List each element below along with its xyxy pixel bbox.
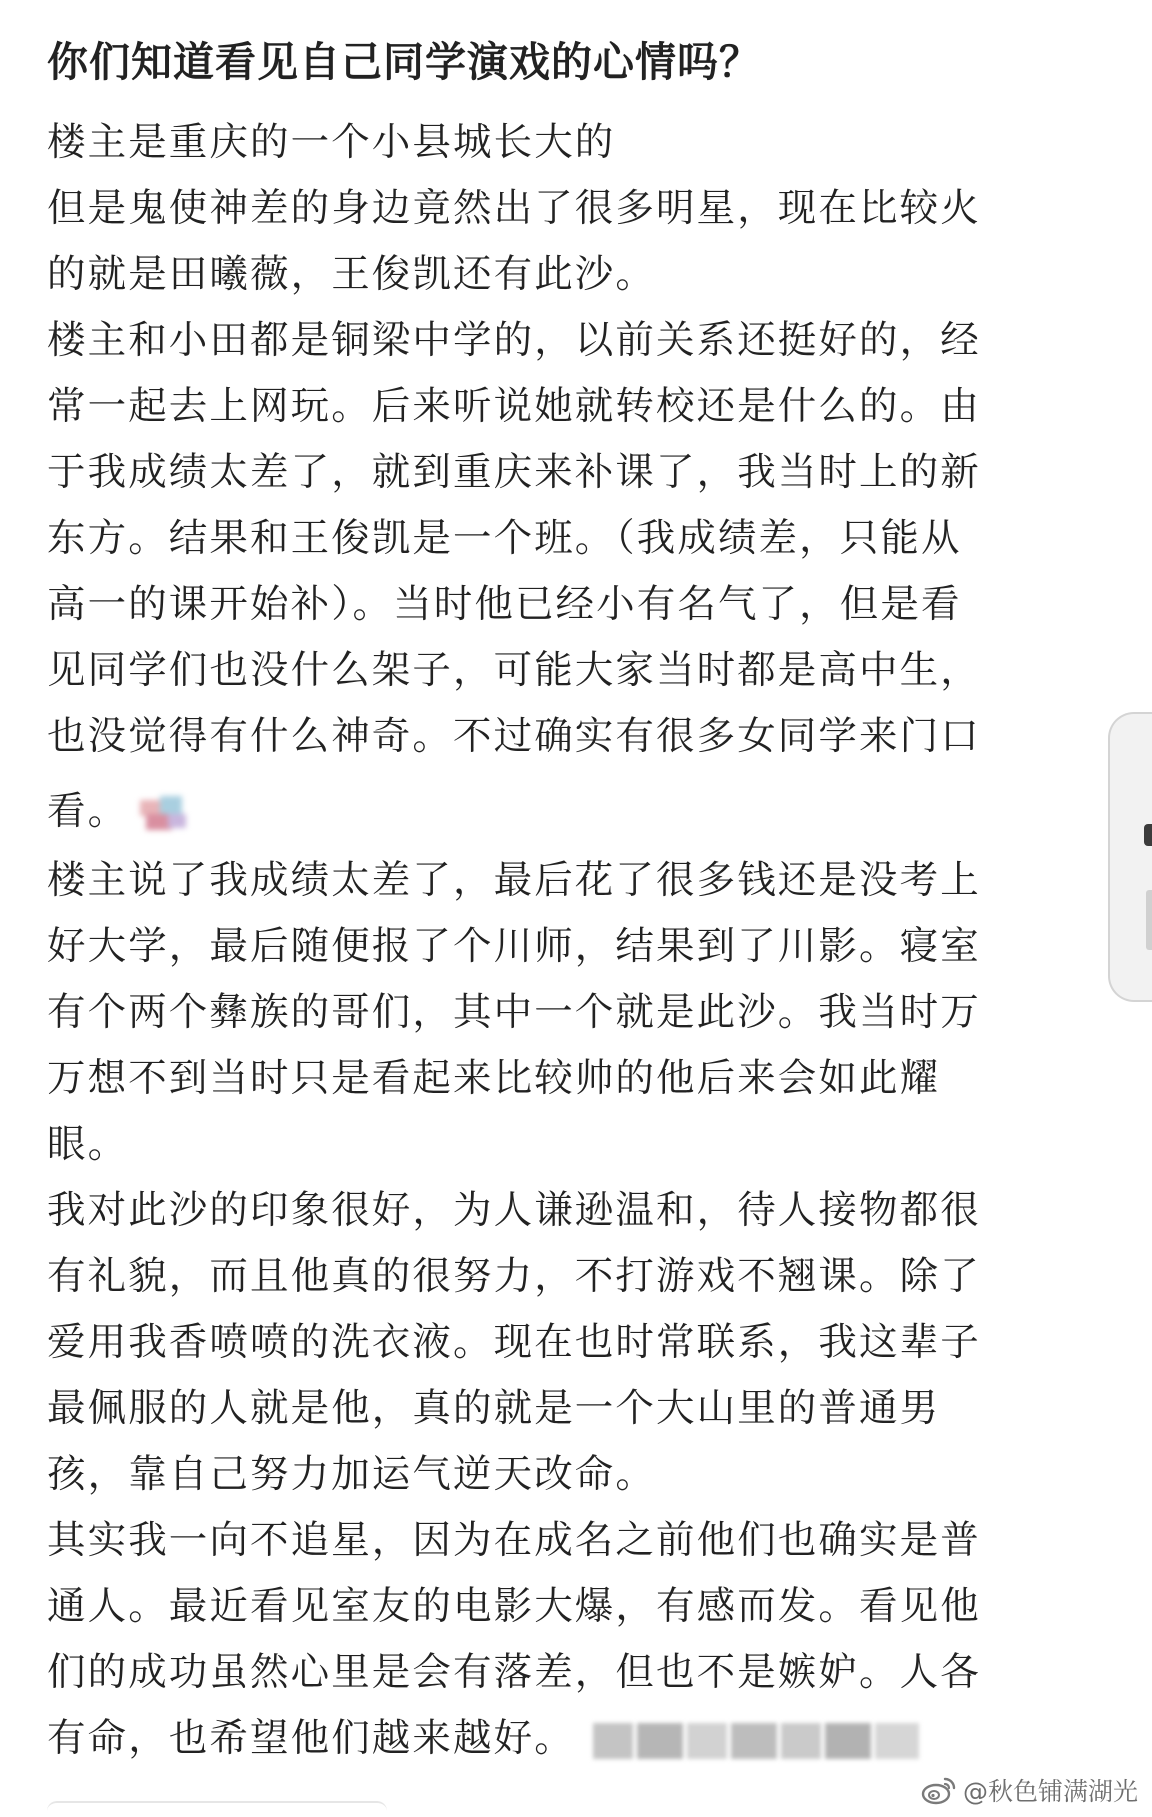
text-line: 们的成功虽然心里是会有落差，但也不是嫉妒。人各: [47, 1650, 981, 1695]
weibo-watermark: [921, 1770, 1138, 1810]
text-line: 其实我一向不追星，因为在成名之前他们也确实是普: [47, 1518, 981, 1563]
text-line: 楼主和小田都是铜梁中学的，以前关系还挺好的，经: [47, 318, 981, 363]
handle-grip: [1146, 890, 1152, 950]
text-line: 但是鬼使神差的身边竟然出了很多明星，现在比较火: [47, 186, 981, 231]
text-line: 的就是田曦薇，王俊凯还有此沙。: [47, 252, 657, 297]
text-line: 常一起去上网玩。后来听说她就转校还是什么的。由: [47, 384, 981, 429]
text-line: 眼。: [47, 1122, 129, 1167]
post-body: [47, 110, 1107, 1772]
post: [47, 0, 1107, 1772]
text-line: 有命，也希望他们越来越好。: [47, 1716, 575, 1761]
blurred-sticker: [138, 792, 194, 836]
text-line: 爱用我香喷喷的洗衣液。现在也时常联系，我这辈子: [47, 1320, 981, 1365]
weibo-logo-icon: [921, 1775, 957, 1805]
paragraph-1: [47, 110, 1107, 176]
bottom-card-edge: [47, 1801, 387, 1817]
side-drawer-handle[interactable]: [1108, 712, 1152, 1002]
paragraph-4: [47, 848, 1107, 1178]
blurred-text: [593, 1719, 923, 1763]
handle-marker: [1144, 824, 1152, 846]
paragraph-3: [47, 308, 1107, 848]
text-line: 我对此沙的印象很好，为人谦逊温和，待人接物都很: [47, 1188, 981, 1233]
text-line: 见同学们也没什么架子，可能大家当时都是高中生，: [47, 648, 981, 693]
text-line: 看。: [47, 789, 129, 834]
text-line: 楼主是重庆的一个小县城长大的: [47, 120, 616, 165]
text-line: 通人。最近看见室友的电影大爆，有感而发。看见他: [47, 1584, 981, 1629]
text-line-with-blur: [47, 1706, 1107, 1772]
text-line: 东方。结果和王俊凯是一个班。（我成绩差，只能从: [47, 516, 962, 561]
text-line: 万想不到当时只是看起来比较帅的他后来会如此耀: [47, 1056, 941, 1101]
text-line-with-sticker: [47, 770, 1107, 848]
text-line: 有个两个彝族的哥们，其中一个就是此沙。我当时万: [47, 990, 981, 1035]
watermark-username: @秋色铺满湖光: [962, 1777, 1138, 1806]
paragraph-2: [47, 176, 1107, 308]
text-line: 有礼貌，而且他真的很努力，不打游戏不翘课。除了: [47, 1254, 981, 1299]
text-line: 最佩服的人就是他，真的就是一个大山里的普通男: [47, 1386, 941, 1431]
text-line: 好大学，最后随便报了个川师，结果到了川影。寝室: [47, 924, 981, 969]
text-line: 高一的课开始补）。当时他已经小有名气了，但是看: [47, 582, 962, 627]
text-line: 于我成绩太差了，就到重庆来补课了，我当时上的新: [47, 450, 981, 495]
post-title: 你们知道看见自己同学演戏的心情吗？: [47, 38, 761, 86]
paragraph-5: [47, 1178, 1107, 1508]
text-line: 楼主说了我成绩太差了，最后花了很多钱还是没考上: [47, 858, 981, 903]
paragraph-6: [47, 1508, 1107, 1772]
text-line: 孩，靠自己努力加运气逆天改命。: [47, 1452, 657, 1497]
text-line: 也没觉得有什么神奇。不过确实有很多女同学来门口: [47, 714, 981, 759]
